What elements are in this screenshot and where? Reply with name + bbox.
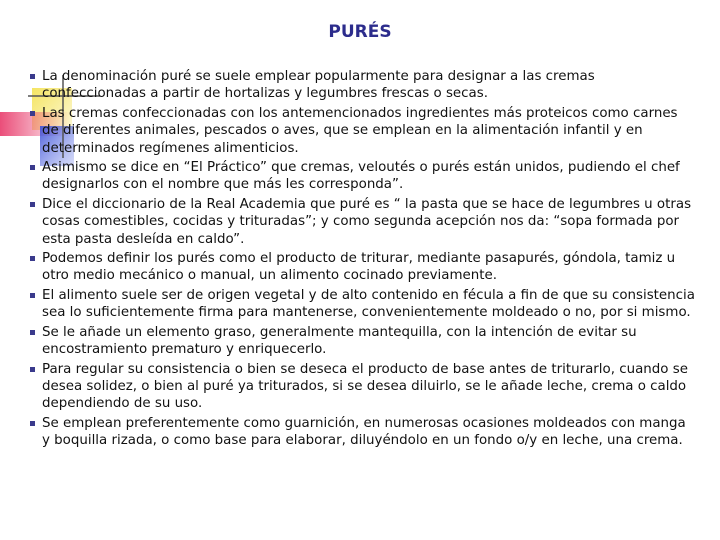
list-item: Se emplean preferentemente como guarnición, en numerosas ocasiones moldeados con manga y boquilla rizada, o como base para elaborar, diluyéndolo en un fondo o/y en leche, una crema. — [30, 415, 695, 450]
list-item: Se le añade un elemento graso, generalmente mantequilla, con la intención de evitar su encostramiento prematuro y enriquecerlo. — [30, 324, 695, 359]
bullet-square-icon — [30, 74, 35, 79]
list-item: Podemos definir los purés como el producto de triturar, mediante pasapurés, góndola, tamiz u otro medio mecánico o manual, un alimento cocinado previamente. — [30, 250, 695, 285]
bullet-square-icon — [30, 202, 35, 207]
list-item: La denominación puré se suele emplear popularmente para designar a las cremas confeccionadas a partir de hortalizas y legumbres frescas o secas. — [30, 68, 695, 103]
list-item: Las cremas confeccionadas con los antemencionados ingredientes más proteicos como carnes de diferentes animales, pescados o aves, que se emplean en la alimentación infantil y en determinados regímenes alimenticios. — [30, 105, 695, 157]
bullet-square-icon — [30, 293, 35, 298]
bullet-square-icon — [30, 330, 35, 335]
list-item: Para regular su consistencia o bien se deseca el producto de base antes de triturarlo, cuando se desea solidez, o bien al puré ya triturados, si se desea diluirlo, se le añade leche, crema o caldo dependiendo de su uso. — [30, 361, 695, 413]
bullet-square-icon — [30, 367, 35, 372]
list-item: Dice el diccionario de la Real Academia que puré es “ la pasta que se hace de legumbres u otras cosas comestibles, cocidas y trituradas”; y como segunda acepción nos da: “sopa formada por esta pasta desleída en caldo”. — [30, 196, 695, 248]
bullet-square-icon — [30, 256, 35, 261]
list-item: El alimento suele ser de origen vegetal y de alto contenido en fécula a fin de que su consistencia sea lo suficientemente firma para mantenerse, convenientemente moldeado o no, por si mismo. — [30, 287, 695, 322]
bullet-square-icon — [30, 111, 35, 116]
bullet-square-icon — [30, 165, 35, 170]
slide-title: PURÉS — [328, 22, 392, 42]
list-item: Asimismo se dice en “El Práctico” que cremas, veloutés o purés están unidos, pudiendo el chef designarlos con el nombre que más les corresponda”. — [30, 159, 695, 194]
bullet-list — [30, 68, 695, 452]
bullet-square-icon — [30, 421, 35, 426]
